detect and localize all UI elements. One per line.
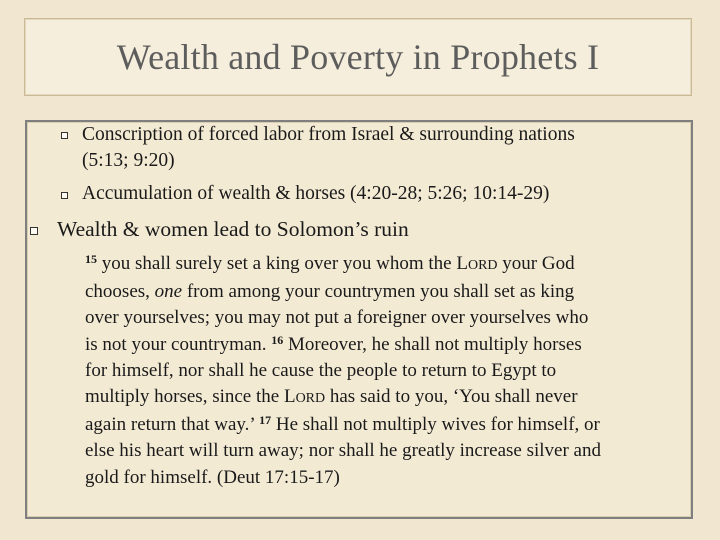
slide-title: Wealth and Poverty in Prophets I xyxy=(116,37,600,77)
scripture-quote xyxy=(85,251,690,491)
square-bullet-icon xyxy=(61,192,68,199)
quote-line: over yourselves; you may not put a foreigner over yourselves who xyxy=(85,307,589,329)
lord-smallcaps: L xyxy=(283,386,296,408)
verse-number: 17 xyxy=(259,413,272,428)
verse-number: 16 xyxy=(271,332,284,347)
quote-line: chooses, one from among your countrymen you shall set as king xyxy=(85,281,575,303)
quote-line: $^{15}$ you shall surely set a king over you whom the LORD your God xyxy=(85,252,575,274)
quote-line: else his heart will turn away; nor shall he greatly increase silver and xyxy=(85,440,601,462)
square-bullet-icon xyxy=(61,132,68,139)
quote-line: is not your countryman. $^{16}$ Moreover, he shall not multiply horses xyxy=(85,332,582,355)
verse-number: 15 xyxy=(85,252,97,266)
italic-word: one xyxy=(154,281,183,303)
lord-smallcaps: ORD xyxy=(295,391,326,407)
sub-bullet-text: Conscription of forced labor from Israel & surrounding nations xyxy=(82,124,575,145)
square-bullet-icon xyxy=(30,227,38,235)
lord-smallcaps: L xyxy=(456,253,468,274)
quote-line: again return that way.’ $^{17}$ He shall not multiply wives for himself, or xyxy=(85,413,600,436)
quote-line: gold for himself. (Deut 17:15-17) xyxy=(85,466,340,488)
quote-line: multiply horses, since the LORD has said to you, ‘You shall never xyxy=(85,386,578,408)
title-box xyxy=(24,18,692,96)
sub-bullet-text-continued: (5:13; 9:20) xyxy=(82,150,175,171)
lord-smallcaps: ORD xyxy=(467,258,498,273)
sub-bullet-text: Accumulation of wealth & horses (4:20-28; 5:26; 10:14-29) xyxy=(82,183,550,204)
quote-line: for himself, nor shall he cause the people to return to Egypt to xyxy=(85,359,557,381)
main-bullet-text: Wealth & women lead to Solomon’s ruin xyxy=(57,217,409,241)
